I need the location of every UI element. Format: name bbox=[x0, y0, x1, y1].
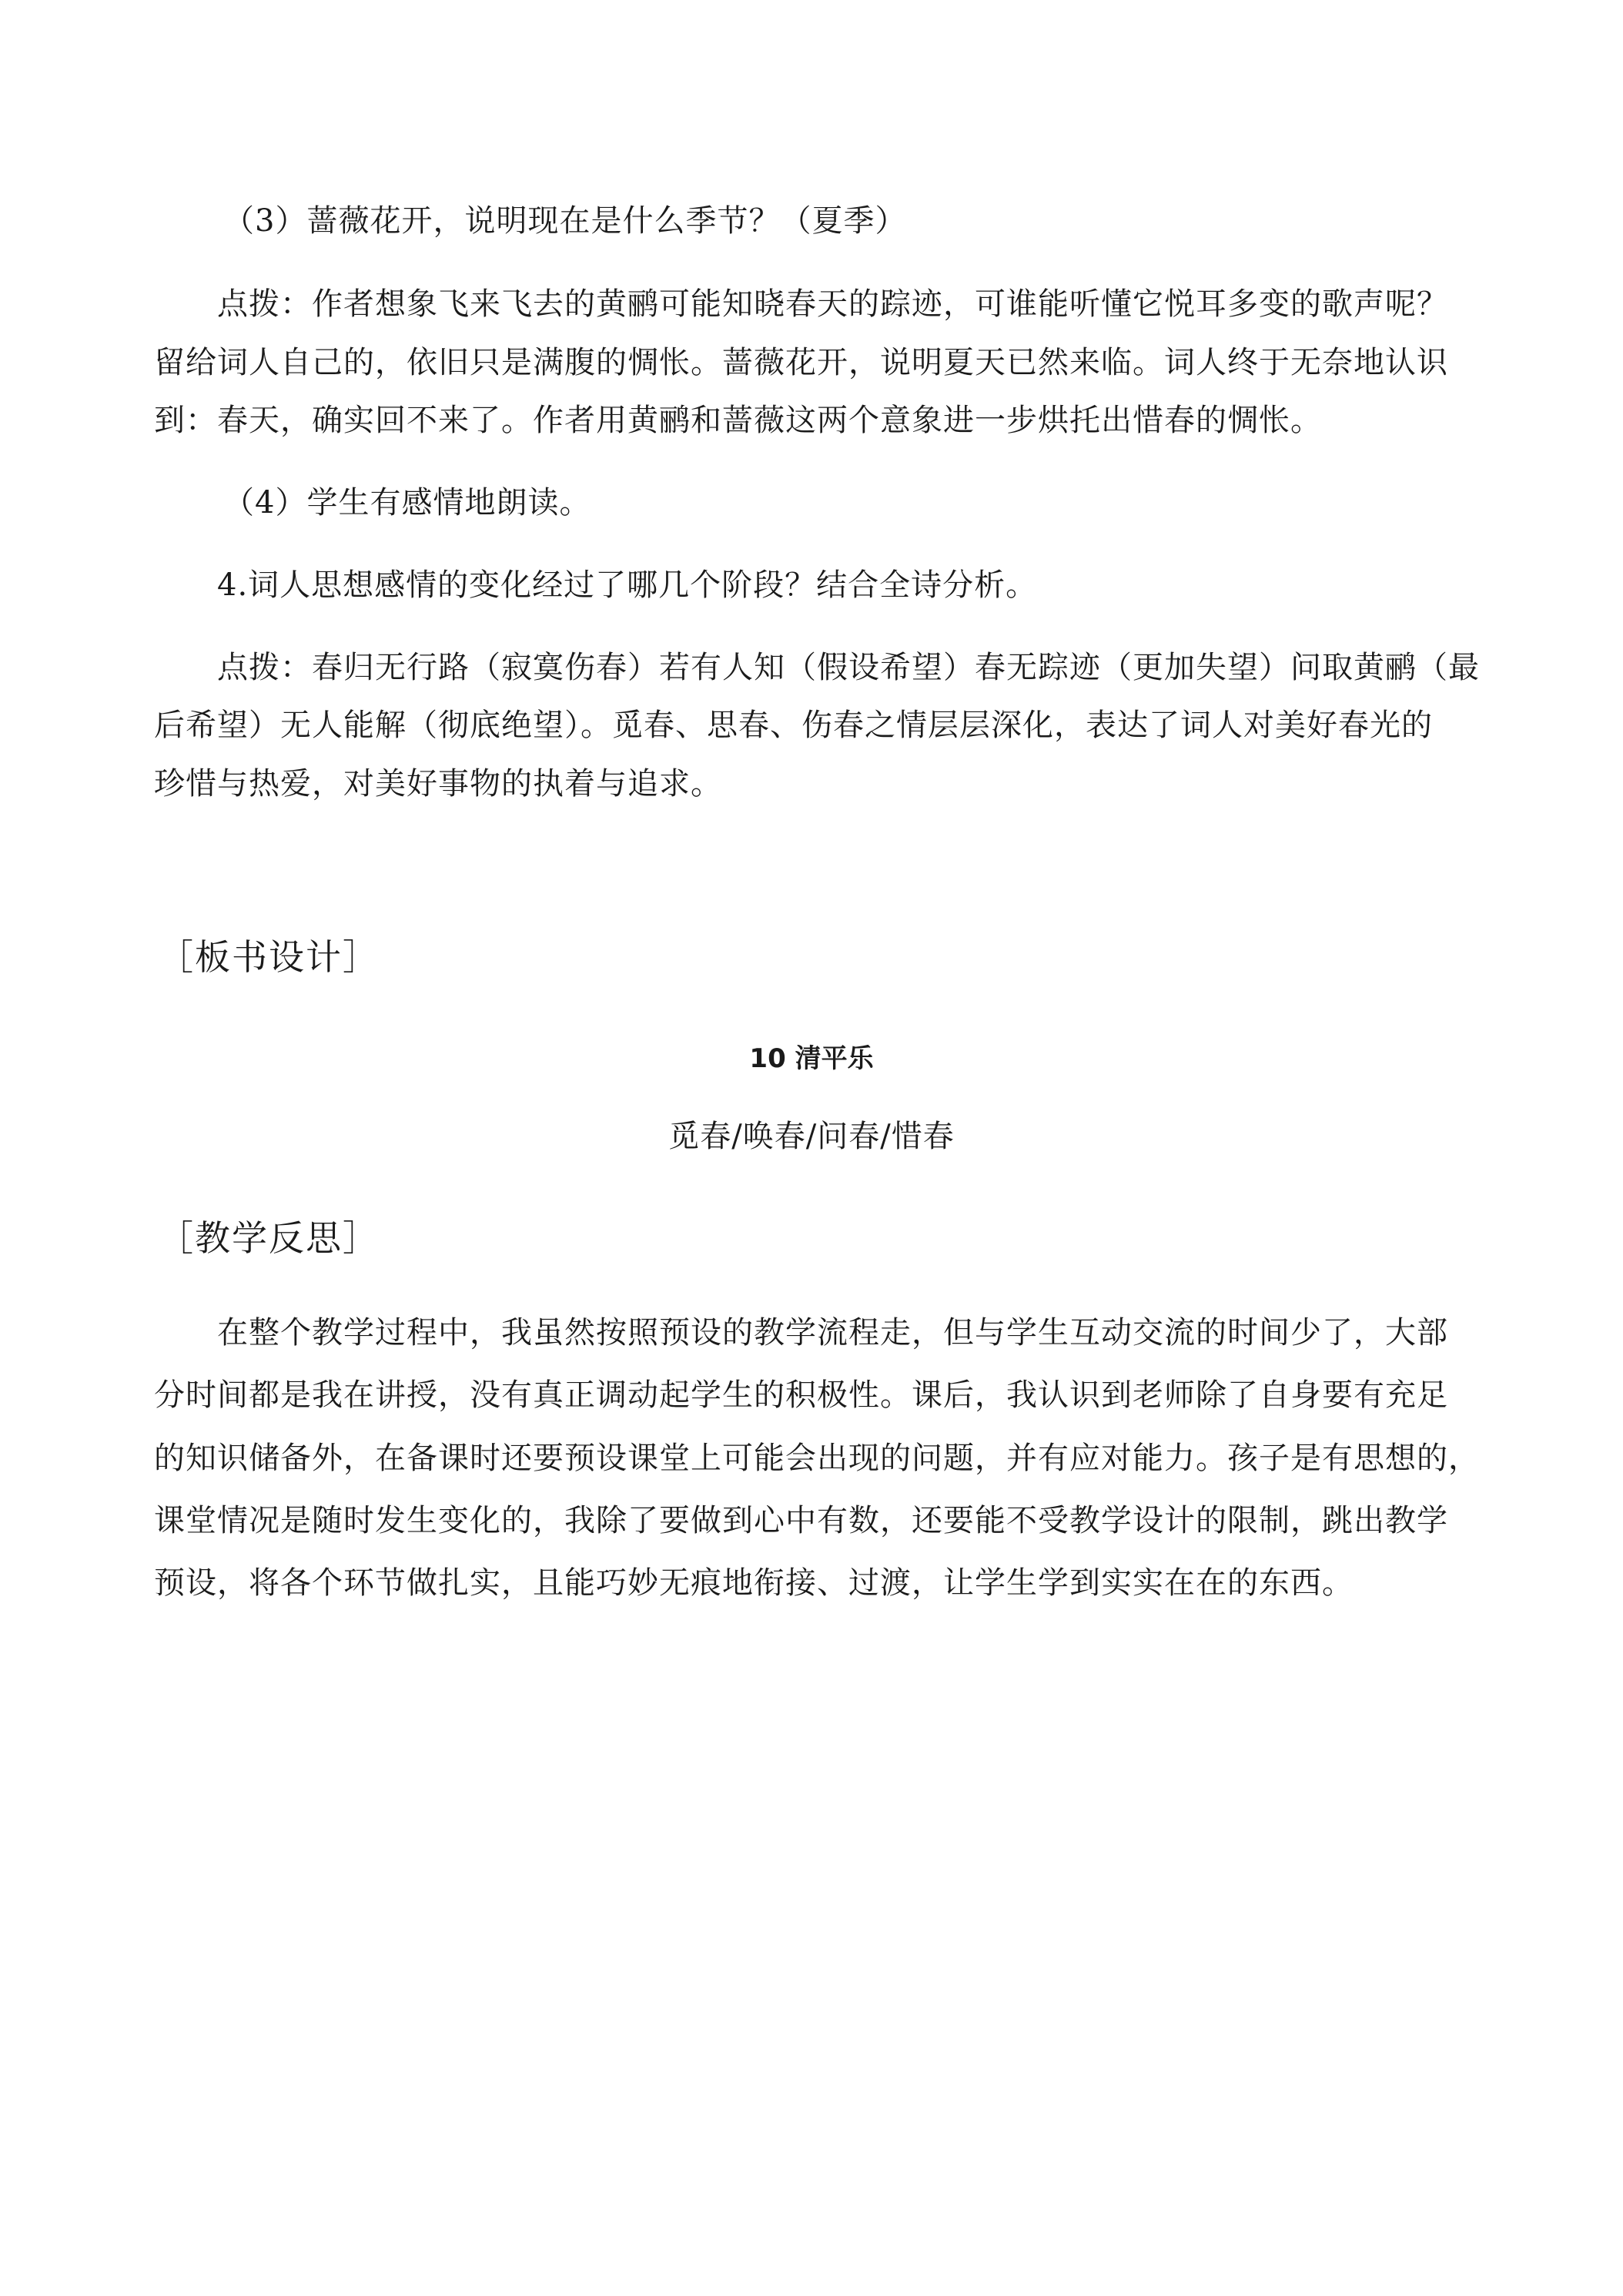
hint-2-line-3: 珍惜与热爱，对美好事物的执着与追求。 bbox=[154, 766, 722, 802]
reflection-heading: ［教学反思］ bbox=[158, 1217, 380, 1259]
question-4: （4）学生有感情地朗读。 bbox=[223, 485, 591, 520]
hint-1-line-2: 留给词人自己的，依旧只是满腹的惆怅。蔷薇花开，说明夏天已然来临。词人终于无奈地认识 bbox=[154, 345, 1448, 380]
hint-1-line-1: 点拨：作者想象飞来飞去的黄鹂可能知晓春天的踪迹，可谁能听懂它悦耳多变的歌声呢？ bbox=[217, 286, 1448, 322]
reflection-line-3: 的知识储备外，在备课时还要预设课堂上可能会出现的问题，并有应对能力。孩子是有思想的， bbox=[154, 1441, 1480, 1476]
hint-1-line-3: 到：春天，确实回不来了。作者用黄鹂和蔷薇这两个意象进一步烘托出惜春的惆怅。 bbox=[154, 403, 1322, 438]
board-title: 10 清平乐 bbox=[749, 1043, 874, 1074]
reflection-line-5: 预设，将各个环节做扎实，且能巧妙无痕地衔接、过渡，让学生学到实实在在的东西。 bbox=[154, 1565, 1354, 1601]
reflection-line-4: 课堂情况是随时发生变化的，我除了要做到心中有数，还要能不受教学设计的限制，跳出教学 bbox=[154, 1503, 1448, 1538]
reflection-line-2: 分时间都是我在讲授，没有真正调动起学生的积极性。课后，我认识到老师除了自身要有充足 bbox=[154, 1377, 1448, 1413]
item-4: 4.词人思想感情的变化经过了哪几个阶段？结合全诗分析。 bbox=[217, 567, 1038, 603]
hint-2-line-2: 后希望）无人能解（彻底绝望）。觅春、思春、伤春之情层层深化，表达了词人对美好春光的 bbox=[154, 708, 1433, 743]
question-3: （3）蔷薇花开，说明现在是什么季节？（夏季） bbox=[223, 203, 907, 239]
board-subtitle: 觅春/唤春/问春/惜春 bbox=[668, 1119, 955, 1154]
hint-2-line-1: 点拨：春归无行路（寂寞伤春）若有人知（假设希望）春无踪迹（更加失望）问取黄鹂（最 bbox=[217, 650, 1480, 685]
board-design-heading: ［板书设计］ bbox=[158, 936, 380, 978]
reflection-line-1: 在整个教学过程中，我虽然按照预设的教学流程走，但与学生互动交流的时间少了，大部 bbox=[217, 1315, 1448, 1350]
